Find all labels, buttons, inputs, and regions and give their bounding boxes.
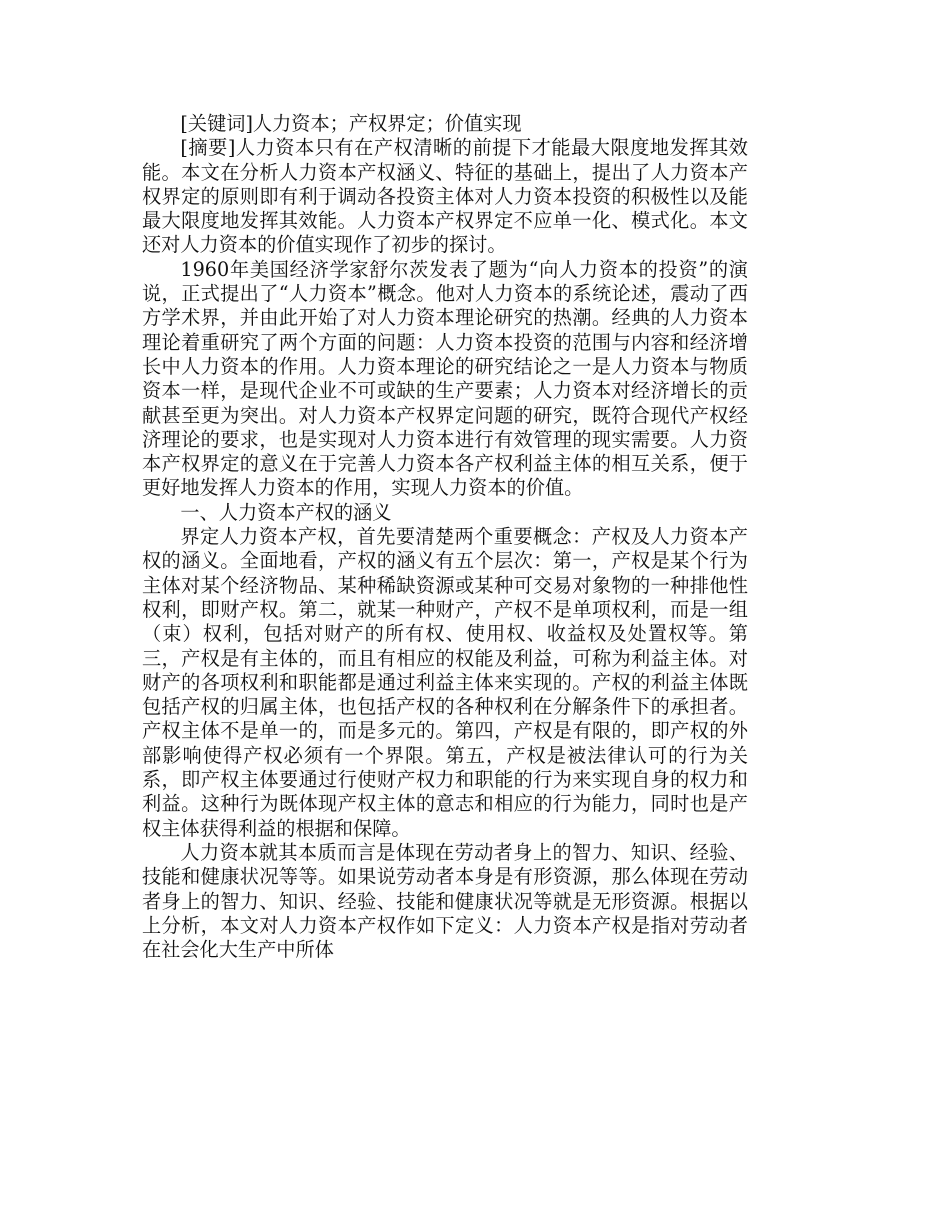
body-paragraph-human-capital: 人力资本就其本质而言是体现在劳动者身上的智力、知识、经验、技能和健康状况等等。如果说劳动者本身是有形资源，那么体现在劳动者身上的智力、知识、经验、技能和健康状况等就是无形资源。根据以上分析，本文对人力资本产权作如下定义：人力资本产权是指对劳动者在社会化大生产中所体 — [142, 840, 748, 962]
body-paragraph-intro: 1960年美国经济学家舒尔茨发表了题为“向人力资本的投资”的演说，正式提出了“人力资本”概念。他对人力资本的系统论述，震动了西方学术界，并由此开始了对人力资本理论研究的热潮。经典的人力资本理论着重研究了两个方面的问题：人力资本投资的范围与内容和经济增长中人力资本的作用。人力资本理论的研究结论之一是人力资本与物质资本一样，是现代企业不可或缺的生产要素；人力资本对经济增长的贡献甚至更为突出。对人力资本产权界定问题的研究，既符合现代产权经济理论的要求，也是实现对人力资本进行有效管理的现实需要。人力资本产权界定的意义在于完善人力资本各产权利益主体的相互关系，便于更好地发挥人力资本的作用，实现人力资本的价值。 — [142, 257, 748, 500]
body-paragraph-property-rights: 界定人力资本产权，首先要清楚两个重要概念：产权及人力资本产权的涵义。全面地看，产权的涵义有五个层次：第一，产权是某个行为主体对某个经济物品、某种稀缺资源或某种可交易对象物的一种排他性权利，即财产权。第二，就某一种财产，产权不是单项权利，而是一组（束）权利，包括对财产的所有权、使用权、收益权及处置权等。第三，产权是有主体的，而且有相应的权能及利益，可称为利益主体。对财产的各项权利和职能都是通过利益主体来实现的。产权的利益主体既包括产权的归属主体，也包括产权的各种权利在分解条件下的承担者。产权主体不是单一的，而是多元的。第四，产权是有限的，即产权的外部影响使得产权必须有一个界限。第五，产权是被法律认可的行为关系，即产权主体要通过行使财产权力和职能的行为来实现自身的权力和利益。这种行为既体现产权主体的意志和相应的行为能力，同时也是产权主体获得利益的根据和保障。 — [142, 525, 748, 840]
document-page — [142, 112, 748, 962]
section-heading: 一、人力资本产权的涵义 — [180, 500, 392, 524]
keywords-line: [关键词]人力资本；产权界定；价值实现 — [180, 112, 522, 135]
abstract-paragraph: [摘要]人力资本只有在产权清晰的前提下才能最大限度地发挥其效能。本文在分析人力资本产权涵义、特征的基础上，提出了人力资本产权界定的原则即有利于调动各投资主体对人力资本投资的积极性以及能最大限度地发挥其效能。人力资本产权界定不应单一化、模式化。本文还对人力资本的价值实现作了初步的探讨。 — [142, 136, 748, 257]
